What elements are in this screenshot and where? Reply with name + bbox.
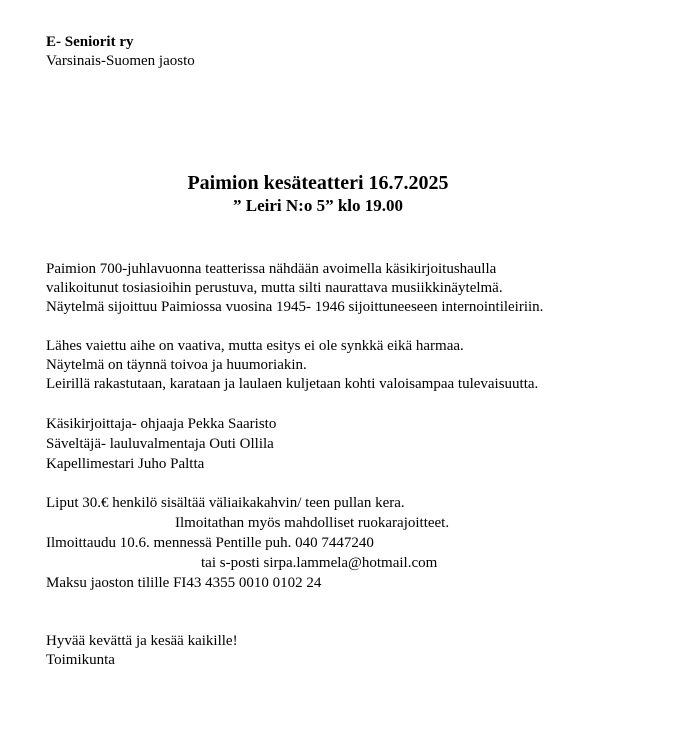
description-line-2: Näytelmä on täynnä toivoa ja huumoriakin.	[46, 357, 307, 373]
registration-email: tai s-posti sirpa.lammela@hotmail.com	[201, 555, 438, 571]
credit-conductor: Kapellimestari Juho Paltta	[46, 456, 205, 472]
organization-section: Varsinais-Suomen jaosto	[46, 53, 195, 69]
payment-info: Maksu jaoston tilille FI43 4355 0010 0102 24	[46, 575, 322, 591]
event-subtitle: ” Leiri N:o 5” klo 19.00	[233, 196, 403, 215]
ticket-price: Liput 30.€ henkilö sisältää väliaikakahvin/ teen pullan kera.	[46, 495, 405, 511]
organization-name: E- Seniorit ry	[46, 34, 134, 50]
registration-info: Ilmoittaudu 10.6. mennessä Pentille puh. 040 7447240	[46, 535, 374, 551]
description-line-1: Lähes vaiettu aihe on vaativa, mutta esitys ei ole synkkä eikä harmaa.	[46, 338, 464, 354]
intro-line-2: valikoitunut tosiasioihin perustuva, mutta silti naurattava musiikkinäytelmä.	[46, 280, 503, 296]
event-title: Paimion kesäteatteri 16.7.2025	[187, 172, 449, 194]
closing-signature: Toimikunta	[46, 652, 115, 668]
intro-line-1: Paimion 700-juhlavuonna teatterissa nähdään avoimella käsikirjoitushaulla	[46, 261, 497, 277]
description-line-3: Leirillä rakastutaan, karataan ja laulaen kuljetaan kohti valoisampaa tulevaisuutta.	[46, 376, 539, 392]
diet-note: Ilmoitathan myös mahdolliset ruokarajoitteet.	[175, 515, 450, 531]
closing-greeting: Hyvää kevättä ja kesää kaikille!	[46, 633, 238, 649]
credit-composer: Säveltäjä- lauluvalmentaja Outi Ollila	[46, 436, 274, 452]
intro-line-3: Näytelmä sijoittuu Paimiossa vuosina 1945- 1946 sijoittuneeseen internointileiriin.	[46, 299, 544, 315]
credit-writer-director: Käsikirjoittaja- ohjaaja Pekka Saaristo	[46, 416, 277, 432]
